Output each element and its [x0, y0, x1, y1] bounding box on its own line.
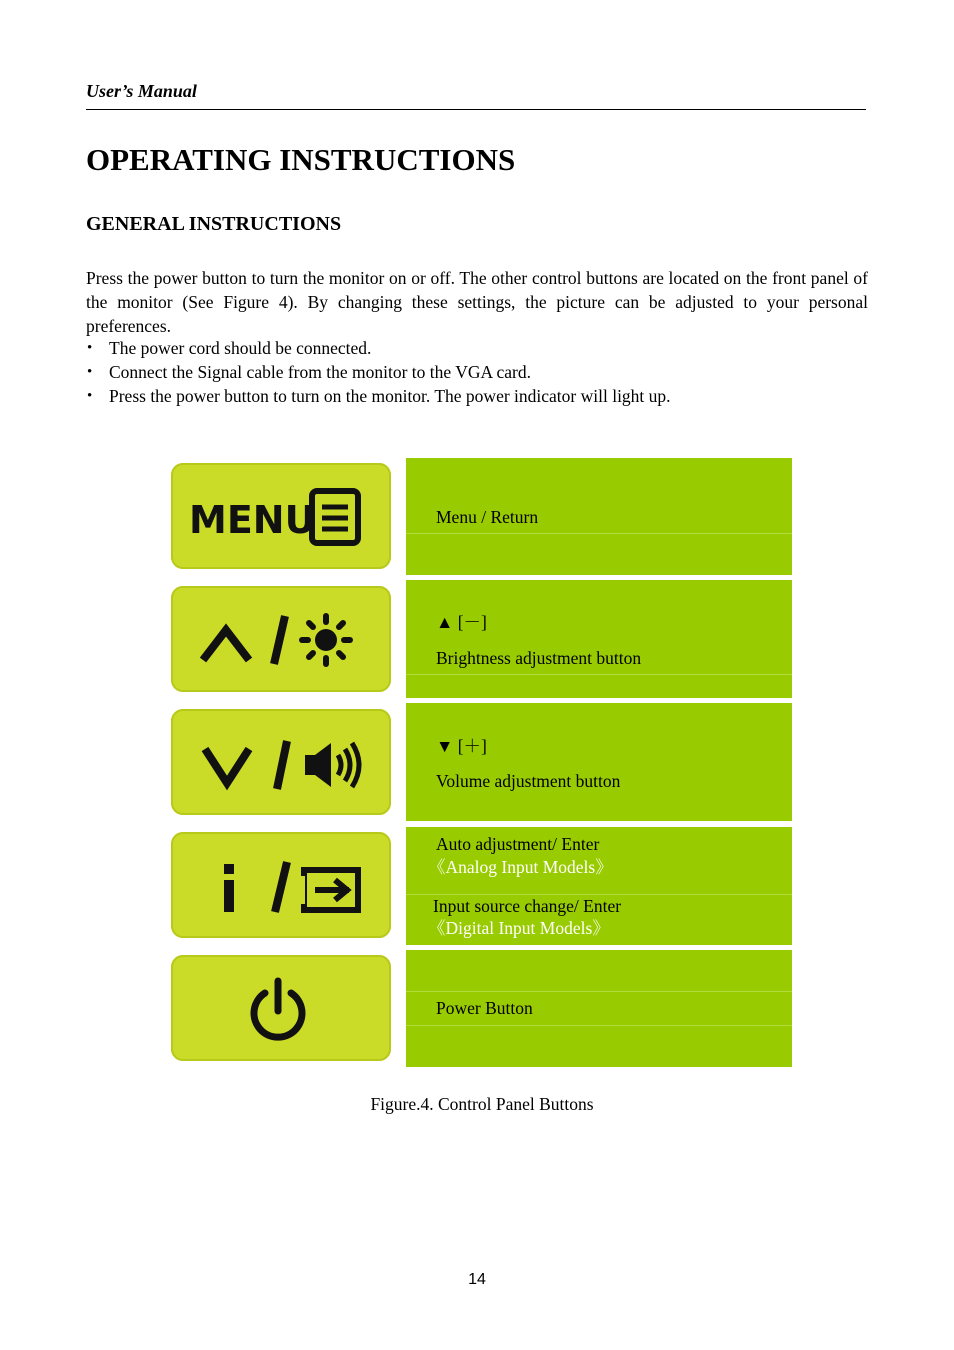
info-input-button-image	[171, 832, 391, 938]
brightness-symbol: ▲ [－]	[436, 612, 487, 632]
analog-models-note: 《Analog Input Models》	[428, 857, 613, 877]
brightness-button-image	[171, 586, 391, 692]
volume-label: Volume adjustment button	[436, 771, 621, 791]
power-label: Power Button	[436, 998, 533, 1018]
brightness-label: Brightness adjustment button	[436, 648, 642, 668]
menu-key-text: MENU	[189, 498, 316, 542]
volume-icon	[171, 709, 391, 815]
menu-label: Menu / Return	[436, 507, 539, 527]
bullet-list	[86, 336, 868, 408]
info-input-description-panel	[406, 827, 792, 945]
menu-description-panel	[406, 458, 792, 575]
input-source-label: Input source change/ Enter	[433, 896, 622, 916]
section-title: GENERAL INSTRUCTIONS	[86, 213, 342, 235]
figure-caption: Figure.4. Control Panel Buttons	[370, 1094, 594, 1114]
list-item: • Connect the Signal cable from the monitor to the VGA card.	[86, 360, 868, 384]
auto-adjust-label: Auto adjustment/ Enter	[436, 834, 600, 854]
volume-button-image	[171, 709, 391, 815]
info-input-icon	[171, 832, 391, 938]
list-item: • The power cord should be connected.	[86, 336, 868, 360]
power-icon	[171, 955, 391, 1061]
volume-description-panel	[406, 703, 792, 821]
page-number: 14	[468, 1271, 486, 1288]
power-description-panel	[406, 950, 792, 1067]
running-header	[86, 81, 866, 110]
header-title: User’s Manual	[86, 81, 197, 101]
page-title: OPERATING INSTRUCTIONS	[86, 142, 516, 177]
menu-icon	[171, 463, 391, 569]
brightness-description-panel	[406, 580, 792, 698]
list-item: • Press the power button to turn on the monitor. The power indicator will light up.	[86, 384, 868, 408]
intro-paragraph: Press the power button to turn the monitor on or off. The other control buttons are located on the front panel of the monitor (See Figure 4). By changing these settings, the picture can be adjusted to your personal preferences.	[86, 268, 868, 336]
digital-models-note: 《Digital Input Models》	[428, 918, 610, 938]
brightness-icon	[171, 586, 391, 692]
volume-symbol: ▼ [＋]	[436, 736, 487, 756]
menu-button-image	[171, 463, 391, 569]
power-button-image	[171, 955, 391, 1061]
